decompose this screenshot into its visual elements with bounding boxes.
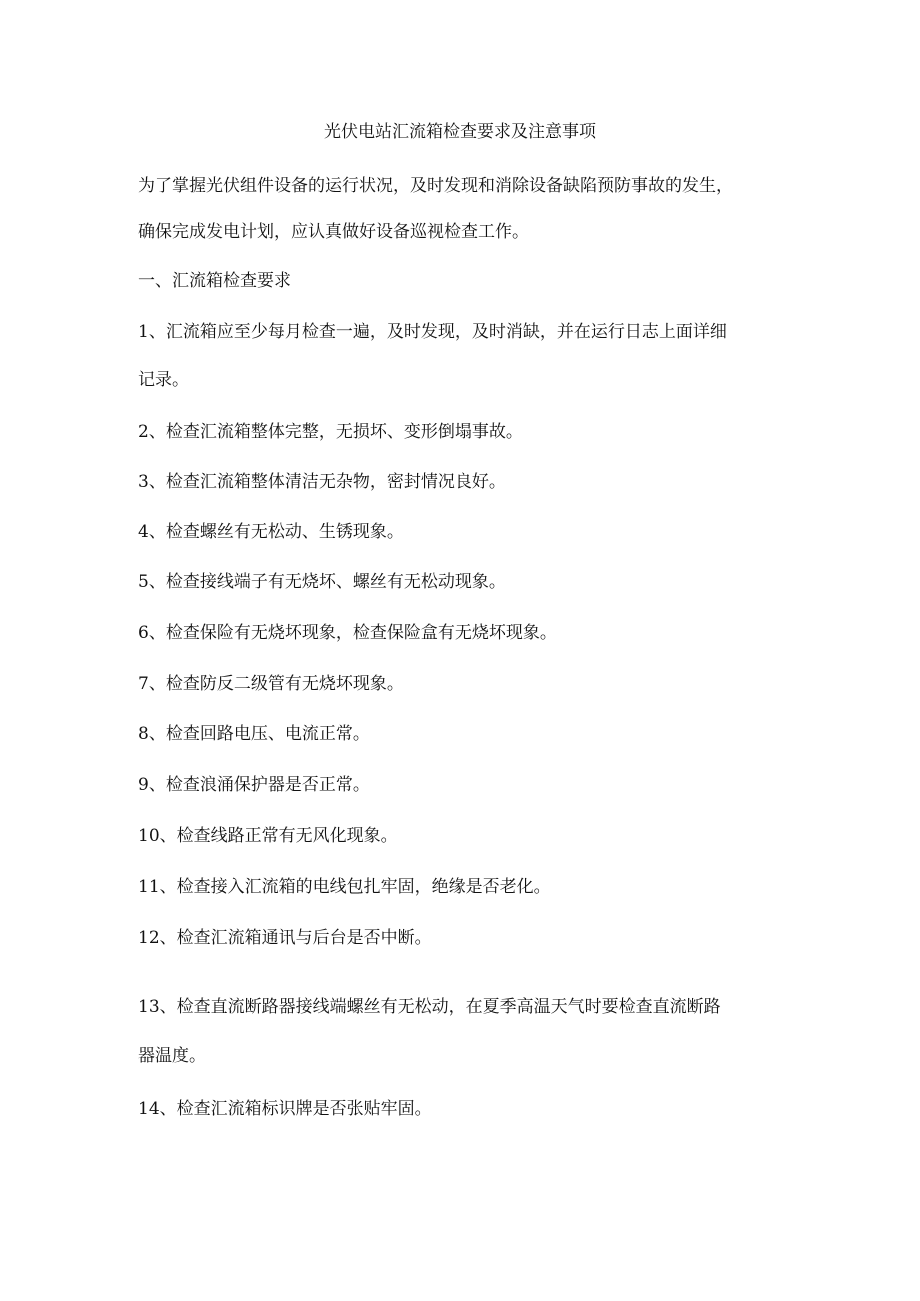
- list-item-14: 14、检查汇流箱标识牌是否张贴牢固。: [138, 1099, 432, 1119]
- list-item-2: 2、检查汇流箱整体完整，无损坏、变形倒塌事故。: [138, 422, 523, 442]
- list-item-4: 4、检查螺丝有无松动、生锈现象。: [138, 522, 404, 542]
- intro-line-1: 为了掌握光伏组件设备的运行状况，及时发现和消除设备缺陷预防事故的发生，: [138, 176, 733, 196]
- list-item-3: 3、检查汇流箱整体清洁无杂物，密封情况良好。: [138, 472, 506, 492]
- list-item-8: 8、检查回路电压、电流正常。: [138, 724, 370, 744]
- list-item-1-line-1: 1、汇流箱应至少每月检查一遍，及时发现，及时消缺，并在运行日志上面详细: [138, 322, 727, 342]
- list-item-10: 10、检查线路正常有无风化现象。: [138, 826, 398, 846]
- list-item-1-line-2: 记录。: [138, 370, 189, 390]
- list-item-13-line-1: 13、检查直流断路器接线端螺丝有无松动，在夏季高温天气时要检查直流断路: [138, 997, 721, 1017]
- list-item-12: 12、检查汇流箱通讯与后台是否中断。: [138, 928, 432, 948]
- list-item-9: 9、检查浪涌保护器是否正常。: [138, 775, 370, 795]
- document-title: 光伏电站汇流箱检查要求及注意事项: [324, 122, 596, 142]
- list-item-13-line-2: 器温度。: [138, 1046, 206, 1066]
- section-heading: 一、汇流箱检查要求: [138, 271, 291, 291]
- list-item-5: 5、检查接线端子有无烧坏、螺丝有无松动现象。: [138, 572, 506, 592]
- intro-line-2: 确保完成发电计划，应认真做好设备巡视检查工作。: [138, 222, 529, 242]
- list-item-6: 6、检查保险有无烧坏现象，检查保险盒有无烧坏现象。: [138, 623, 557, 643]
- list-item-11: 11、检查接入汇流箱的电线包扎牢固，绝缘是否老化。: [138, 877, 551, 897]
- list-item-7: 7、检查防反二级管有无烧坏现象。: [138, 674, 404, 694]
